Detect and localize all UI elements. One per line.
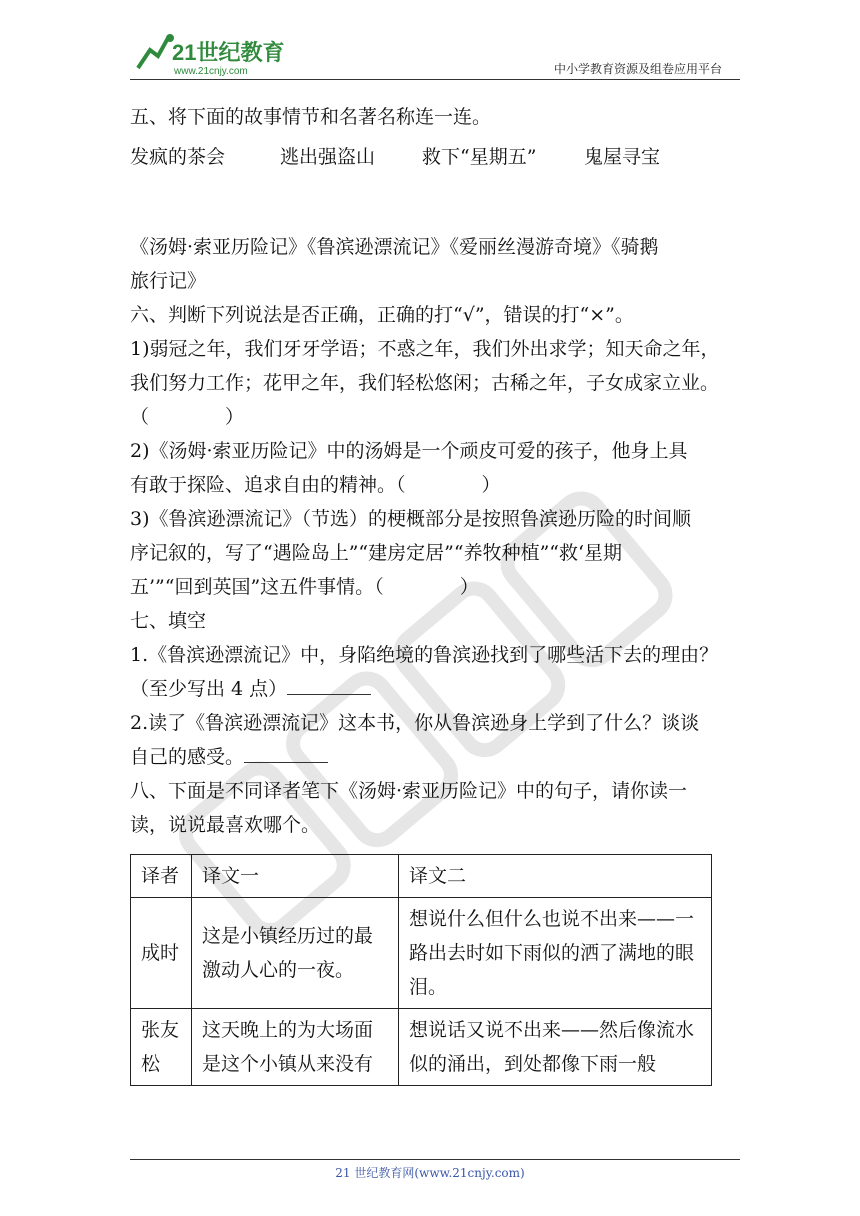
table-cell: 想说话又说不出来——然后像流水似的涌出，到处都像下雨一般: [399, 1009, 712, 1086]
story-item: 逃出强盗山: [280, 146, 376, 168]
question-text: [130, 672, 734, 706]
book-list-line: 旅行记》: [130, 270, 207, 292]
matching-space: [130, 174, 734, 230]
question-text: 我们努力工作；花甲之年，我们轻松悠闲；古稀之年，子女成家立业。: [130, 372, 720, 394]
table-row: [131, 1009, 712, 1086]
question-text: 2.读了《鲁滨逊漂流记》这本书，你从鲁滨逊身上学到了什么？谈谈: [130, 712, 700, 734]
runner-icon: [138, 38, 168, 68]
question-text-part: 自己的感受。: [130, 746, 245, 768]
answer-paren[interactable]: （ ）: [130, 406, 245, 428]
table-cell: 想说什么但什么也说不出来——一路出去时如下雨似的洒了满地的眼泪。: [399, 898, 712, 1009]
story-list: [130, 140, 734, 174]
table-cell: 成时: [131, 898, 192, 1009]
answer-blank[interactable]: [287, 693, 371, 695]
worksheet-content: [130, 100, 734, 842]
question-text: 序记叙的，写了“遇险岛上”“建房定居”“养牧种植”“救‘星期: [130, 542, 623, 564]
footer-text[interactable]: 21 世纪教育网(www.21cnjy.com): [335, 1166, 525, 1180]
question-text: 3)《鲁滨逊漂流记》（节选）的梗概部分是按照鲁滨逊历险的时间顺: [130, 508, 692, 530]
table-cell: 张友松: [131, 1009, 192, 1086]
answer-blank[interactable]: [244, 761, 328, 763]
table-header: 译文一: [192, 855, 399, 898]
story-item: 鬼屋寻宝: [584, 146, 661, 168]
section6-title: 六、判断下列说法是否正确，正确的打“√”，错误的打“×”。: [130, 304, 634, 326]
translation-table: [130, 854, 712, 1086]
story-item: 救下“星期五”: [422, 146, 537, 168]
footer-divider: [130, 1159, 740, 1160]
table-header: 译文二: [399, 855, 712, 898]
section8-title: 八、下面是不同译者笔下《汤姆·索亚历险记》中的句子，请你读一: [130, 780, 688, 802]
logo-url: www.21cnjy.com: [174, 66, 248, 77]
question-text-part: 有敢于探险、追求自由的精神。: [130, 474, 397, 496]
page-header: [0, 0, 860, 80]
answer-paren[interactable]: （ ）: [374, 576, 479, 598]
question-text: 2)《汤姆·索亚历险记》中的汤姆是一个顽皮可爱的孩子，他身上具: [130, 440, 688, 462]
question-text: [130, 570, 734, 604]
question-text: [130, 468, 734, 502]
table-row: [131, 898, 712, 1009]
logo: [128, 30, 288, 78]
question-text: [130, 740, 734, 774]
section8-title: 读，说说最喜欢哪个。: [130, 814, 321, 836]
section5-title: 五、将下面的故事情节和名著名称连一连。: [130, 106, 492, 128]
header-divider: [130, 79, 740, 80]
site-name: 中小学教育资源及组卷应用平台: [553, 62, 722, 76]
story-item: 发疯的茶会: [130, 146, 226, 168]
question-text: 1.《鲁滨逊漂流记》中，身陷绝境的鲁滨逊找到了哪些活下去的理由？: [130, 644, 719, 666]
table-cell: 这天晚上的为大场面是这个小镇从来没有: [192, 1009, 399, 1086]
question-text-part: （至少写出 4 点）: [130, 678, 288, 700]
question-text: 1)弱冠之年，我们牙牙学语；不惑之年，我们外出求学；知天命之年，: [130, 338, 720, 360]
table-cell: 这是小镇经历过的最激动人心的一夜。: [192, 898, 399, 1009]
answer-paren[interactable]: （ ）: [396, 474, 501, 496]
book-list-line: 《汤姆·索亚历险记》《鲁滨逊漂流记》《爱丽丝漫游奇境》《骑鹅: [130, 236, 659, 258]
question-text-part: 五’”“回到英国”这五件事情。: [130, 576, 375, 598]
table-header: 译者: [131, 855, 192, 898]
logo-text: 21世纪教育: [172, 40, 285, 65]
section7-title: 七、填空: [130, 610, 207, 632]
table-header-row: [131, 855, 712, 898]
